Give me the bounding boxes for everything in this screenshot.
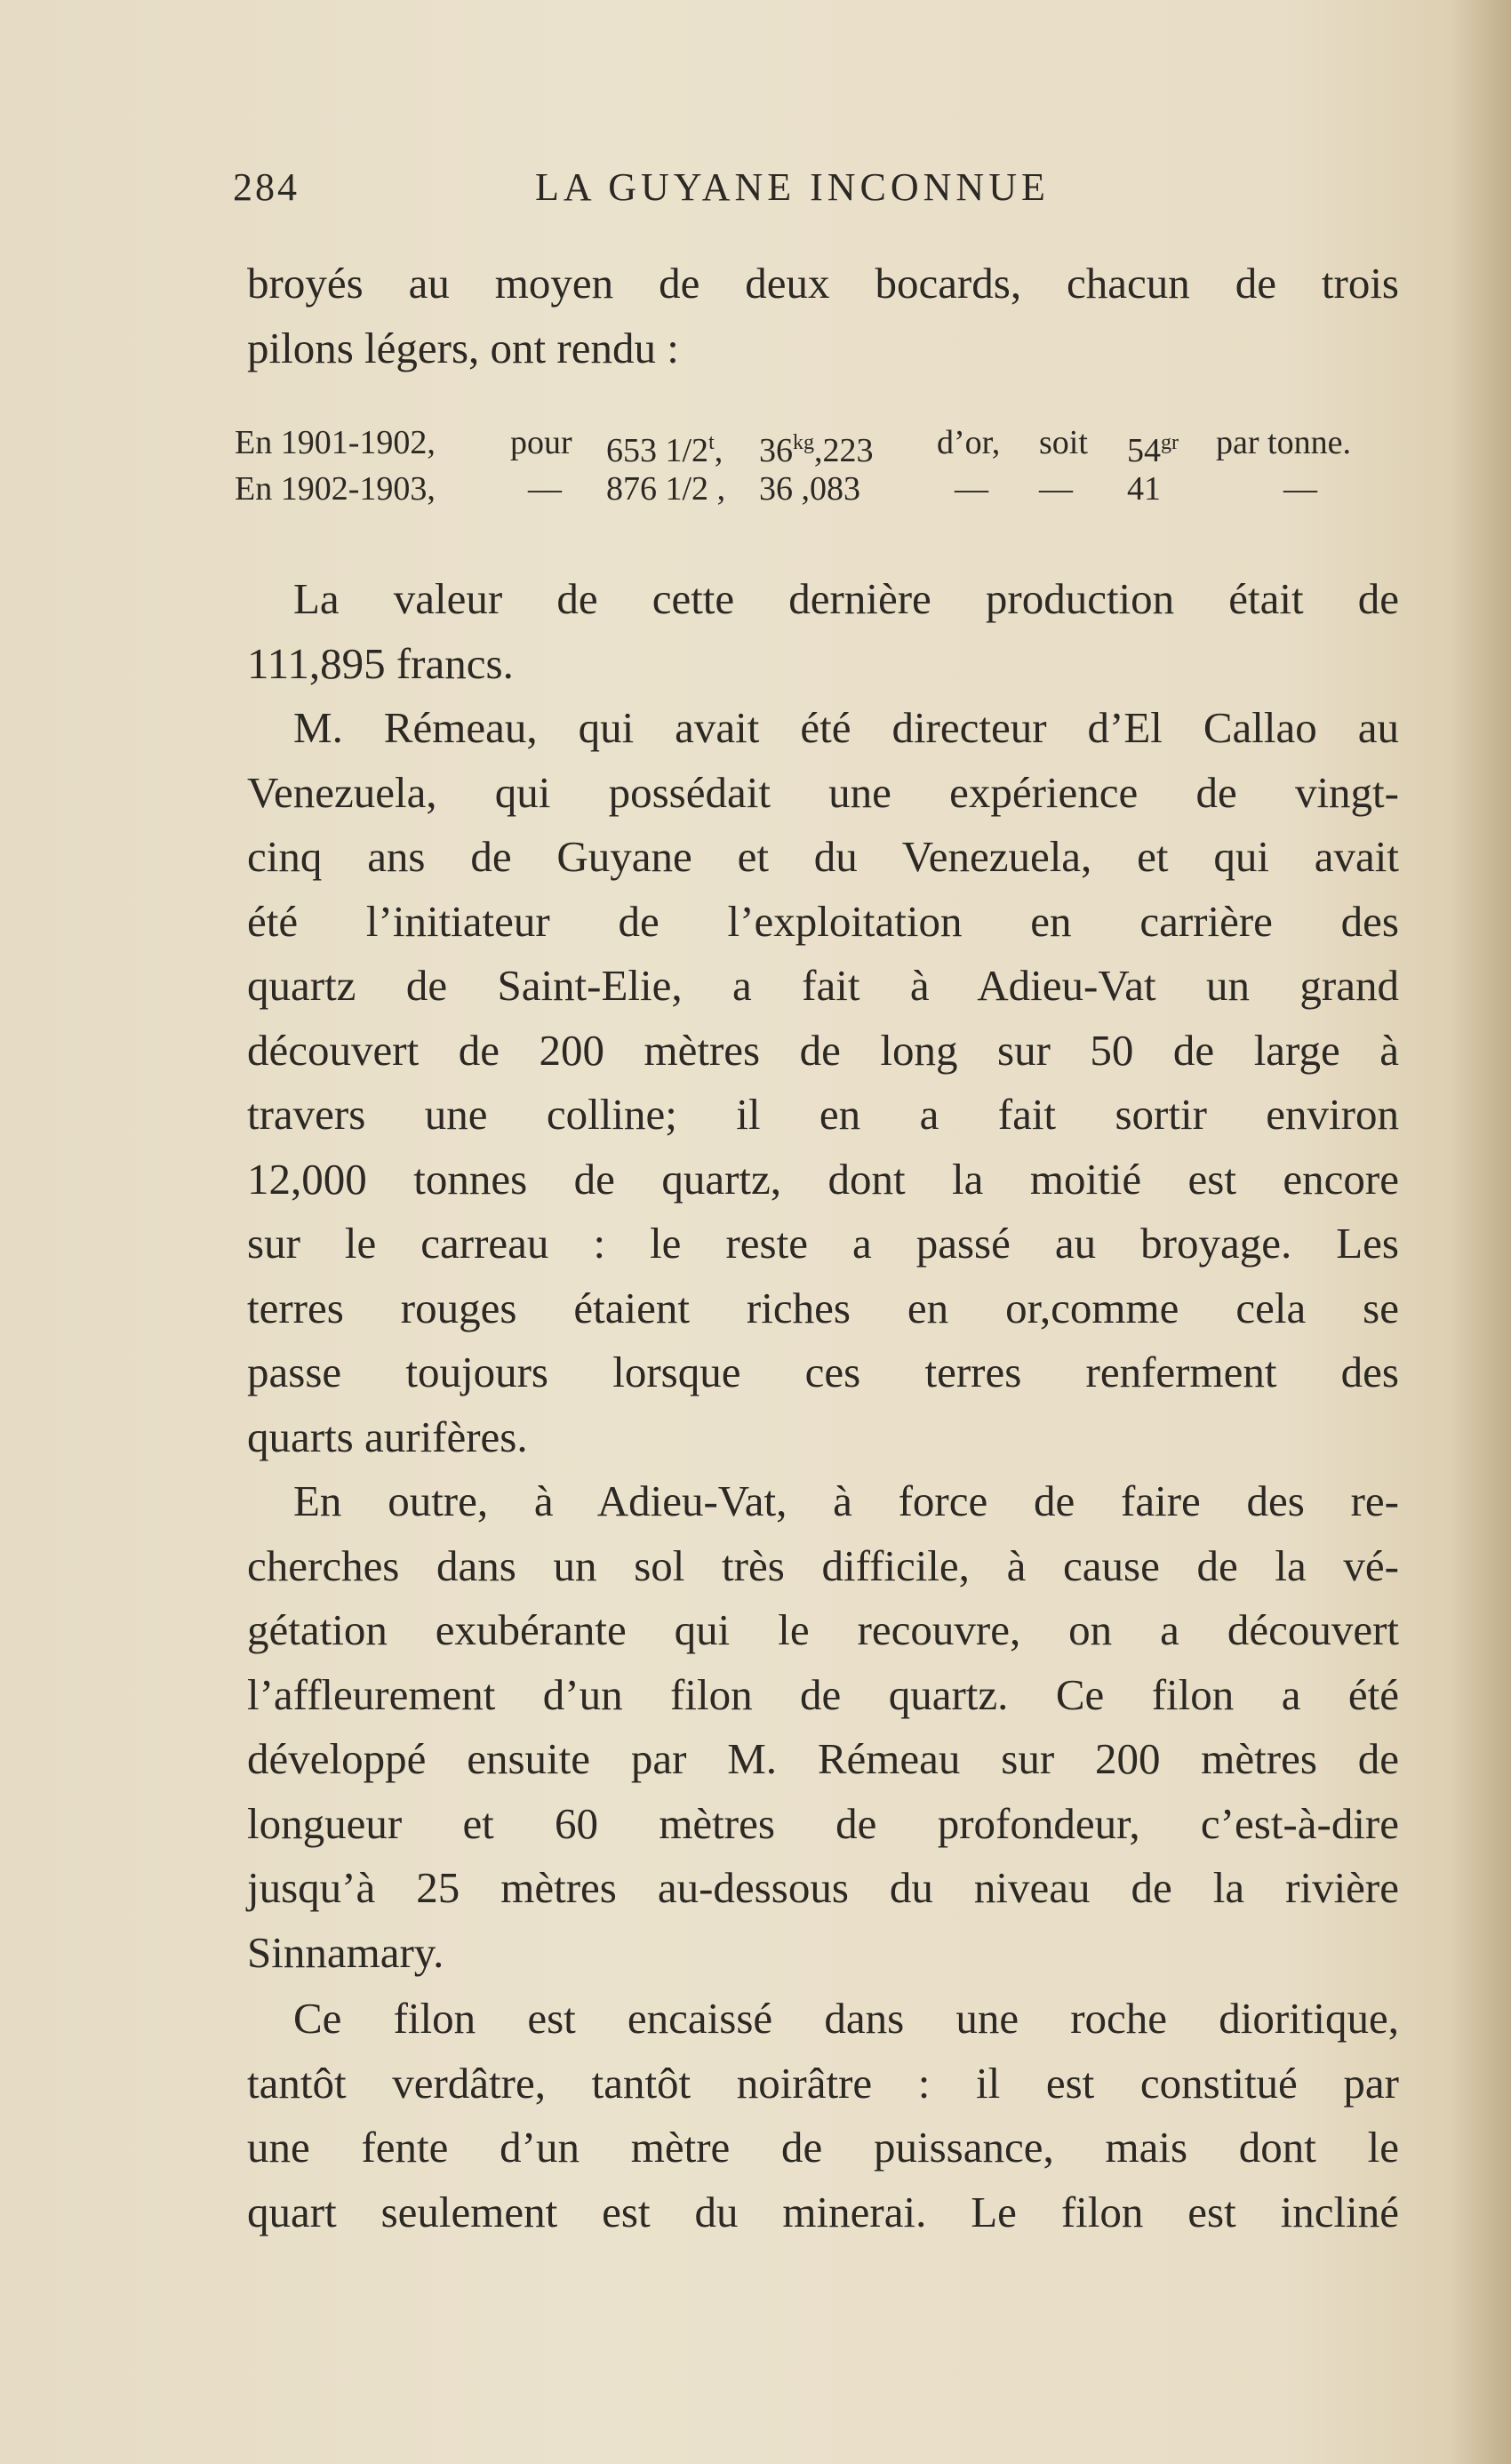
text-line: longueur et 60 mètres de profondeur, c’est-à-dire (247, 1798, 1399, 1848)
quantity-cell: 876 1/2 , (606, 470, 726, 508)
per-ton-cell: $54^{gr}$ (1127, 431, 1179, 469)
gold-cell: 36 ,083 (759, 470, 860, 508)
per-ton-suffix-cell: par tonne. (1216, 424, 1351, 461)
text-line: jusqu’à 25 mètres au-dessous du niveau de la rivière (247, 1863, 1399, 1912)
text-line: sur le carreau : le reste a passé au broyage. Les (247, 1219, 1399, 1268)
prefix-cell: — (528, 470, 562, 508)
gold-cell: $36^{kg},223$ (759, 431, 874, 469)
text-line: travers une colline; il en a fait sortir environ (247, 1090, 1399, 1139)
soit-cell: soit (1039, 424, 1088, 461)
production-table (235, 420, 1399, 512)
text-line: terres rouges étaient riches en or,comme cela se (247, 1283, 1399, 1332)
text-line: gétation exubérante qui le recouvre, on a découvert (247, 1605, 1399, 1654)
gold-suffix-cell: d’or, (937, 424, 1001, 461)
period-cell: En 1901-1902, (235, 424, 436, 461)
soit-cell: — (1039, 470, 1073, 508)
text-line: une fente d’un mètre de puissance, mais dont le (247, 2123, 1399, 2172)
text-line: broyés au moyen de deux bocards, chacun de trois (247, 259, 1399, 308)
text-line: pilons légers, ont rendu : (247, 323, 679, 372)
running-title: LA GUYANE INCONNUE (535, 165, 1050, 209)
intro-text (247, 252, 1399, 380)
text-line: quart seulement est du minerai. Le filon est incliné (247, 2187, 1399, 2236)
prefix-cell: pour (510, 424, 572, 461)
table-row (235, 466, 1399, 512)
text-line: quartz de Saint-Elie, a fait à Adieu-Vat un grand (247, 961, 1399, 1010)
text-line: Sinnamary. (247, 1927, 444, 1977)
table-row (235, 420, 1399, 469)
page-header (233, 164, 1399, 209)
gold-suffix-cell: — (955, 470, 988, 508)
per-ton-suffix-cell: — (1283, 470, 1317, 508)
text-line: passe toujours lorsque ces terres renferment des (247, 1348, 1399, 1396)
text-line: cinq ans de Guyane et du Venezuela, et qui avait (247, 832, 1399, 881)
paragraph-adieu-vat (247, 1469, 1399, 1985)
page-edge-shadow (1449, 0, 1511, 2464)
text-line: été l’initiateur de l’exploitation en carrière des (247, 896, 1399, 946)
page-number: 284 (233, 165, 300, 209)
per-ton-cell: 41 (1127, 470, 1161, 508)
paragraph-production-value (247, 567, 1399, 696)
text-line: 12,000 tonnes de quartz, dont la moitié est encore (247, 1154, 1399, 1204)
text-line: La valeur de cette dernière production était de (293, 574, 1399, 623)
text-line: Ce filon est encaissé dans une roche dioritique, (293, 1994, 1399, 2043)
text-line: En outre, à Adieu-Vat, à force de faire des re- (293, 1476, 1399, 1525)
text-line: Venezuela, qui possédait une expérience de vingt- (247, 767, 1399, 817)
text-line: quarts aurifères. (247, 1412, 528, 1461)
paragraph-remeau (247, 696, 1399, 1469)
text-line: tantôt verdâtre, tantôt noirâtre : il est constitué par (247, 2058, 1399, 2108)
text-line: M. Rémeau, qui avait été directeur d’El Callao au (293, 703, 1399, 752)
text-line: cherches dans un sol très difficile, à cause de la vé- (247, 1540, 1399, 1590)
text-line: l’affleurement d’un filon de quartz. Ce filon a été (247, 1669, 1399, 1719)
text-line: découvert de 200 mètres de long sur 50 de large à (247, 1025, 1399, 1075)
text-line: développé ensuite par M. Rémeau sur 200 mètres de (247, 1734, 1399, 1783)
quantity-cell: 653 1/2$^t$, (606, 431, 724, 469)
paragraph-filon (247, 1987, 1399, 2244)
period-cell: En 1902-1903, (235, 470, 436, 508)
text-line: 111,895 francs. (247, 638, 514, 688)
